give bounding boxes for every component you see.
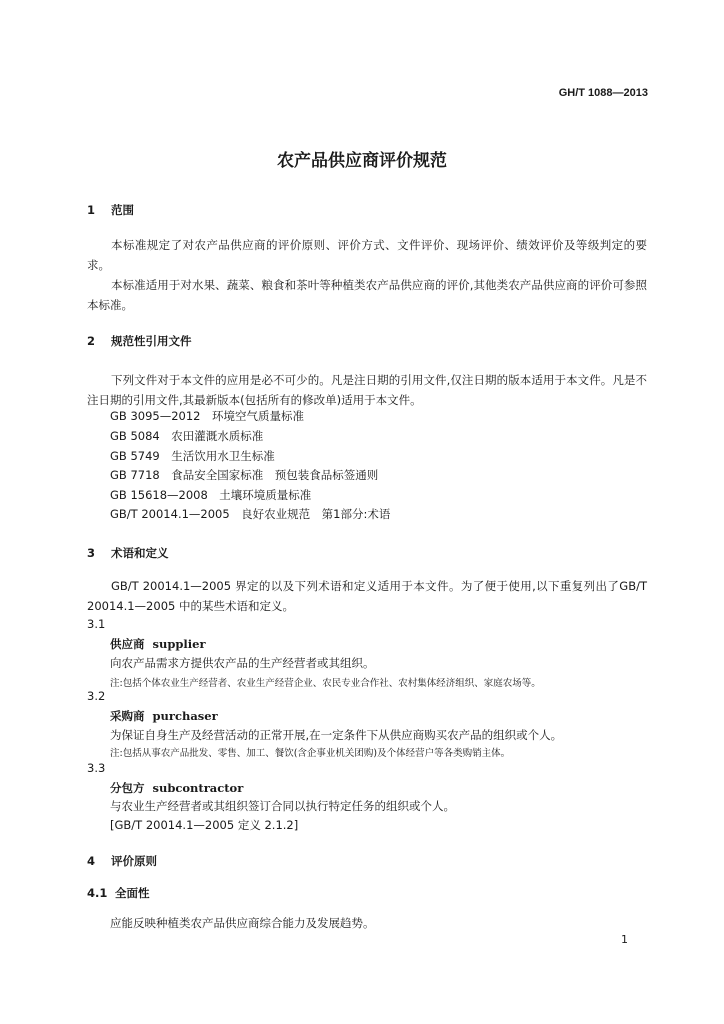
document-title: 农产品供应商评价规范 (277, 151, 447, 171)
subsection-text: 应能反映种植类农产品供应商综合能力及发展趋势。 (110, 916, 375, 930)
section-2-paragraph: 下列文件对于本文件的应用是必不可少的。凡是注日期的引用文件,仅注日期的版本适用于本文件。凡是不注日期的引用文件,其最新版本(包括所有的修改单)适用于本文件。 (87, 373, 647, 407)
term-en: purchaser (152, 709, 218, 723)
page-number: 1 (621, 933, 628, 946)
term-definition: 与农业生产经营者或其组织签订合同以执行特定任务的组织或个人。 (110, 799, 455, 813)
term-heading (110, 636, 206, 652)
term-reference: [GB/T 20014.1—2005 定义 2.1.2] (110, 818, 299, 832)
reference-item: GB 3095—2012 环境空气质量标准 (110, 409, 304, 423)
section-number: 3 (87, 546, 96, 560)
term-definition: 向农产品需求方提供农产品的生产经营者或其组织。 (110, 656, 375, 670)
reference-item: GB 5084 农田灌溉水质标准 (110, 429, 264, 443)
term-note: 注:包括个体农业生产经营者、农业生产经营企业、农民专业合作社、农村集体经济组织、家庭农场等。 (110, 678, 541, 689)
section-number: 1 (87, 203, 96, 217)
term-en: subcontractor (152, 781, 244, 795)
section-1-paragraph-1: 本标准规定了对农产品供应商的评价原则、评价方式、文件评价、现场评价、绩效评价及等级判定的要求。 (87, 238, 647, 272)
reference-item: GB 15618—2008 土壤环境质量标准 (110, 488, 312, 502)
reference-item: GB/T 20014.1—2005 良好农业规范 第1部分:术语 (110, 507, 391, 521)
section-number: 2 (87, 334, 96, 348)
term-number: 3.1 (87, 617, 106, 631)
term-zh: 分包方 (110, 781, 145, 795)
section-4-heading (87, 853, 157, 869)
section-3-paragraph: GB/T 20014.1—2005 界定的以及下列术语和定义适用于本文件。为了便于使用,以下重复列出了GB/T 20014.1—2005 中的某些术语和定义。 (87, 579, 647, 613)
standard-number: GH/T 1088—2013 (558, 87, 648, 99)
section-3-heading (87, 545, 169, 561)
term-zh: 供应商 (110, 637, 145, 651)
term-number: 3.3 (87, 761, 106, 775)
reference-item: GB 5749 生活饮用水卫生标准 (110, 449, 275, 463)
term-note: 注:包括从事农产品批发、零售、加工、餐饮(含企事业机关团购)及个体经营户等各类购销主体。 (110, 748, 511, 759)
subsection-4-1-heading (87, 885, 150, 901)
section-title: 规范性引用文件 (111, 334, 192, 348)
section-1-paragraph-2: 本标准适用于对水果、蔬菜、粮食和茶叶等种植类农产品供应商的评价,其他类农产品供应商的评价可参照本标准。 (87, 278, 647, 312)
term-definition: 为保证自身生产及经营活动的正常开展,在一定条件下从供应商购买农产品的组织或个人。 (110, 728, 563, 742)
section-2-heading (87, 333, 192, 349)
section-title: 术语和定义 (111, 546, 169, 560)
subsection-number: 4.1 (87, 886, 108, 900)
term-zh: 采购商 (110, 709, 145, 723)
term-heading (110, 780, 243, 796)
section-1-heading (87, 202, 134, 218)
term-en: supplier (152, 637, 206, 651)
section-title: 范围 (111, 203, 134, 217)
section-number: 4 (87, 854, 96, 868)
term-heading (110, 708, 218, 724)
reference-item: GB 7718 食品安全国家标准 预包装食品标签通则 (110, 468, 379, 482)
subsection-title: 全面性 (115, 886, 150, 900)
section-title: 评价原则 (111, 854, 157, 868)
term-number: 3.2 (87, 689, 106, 703)
